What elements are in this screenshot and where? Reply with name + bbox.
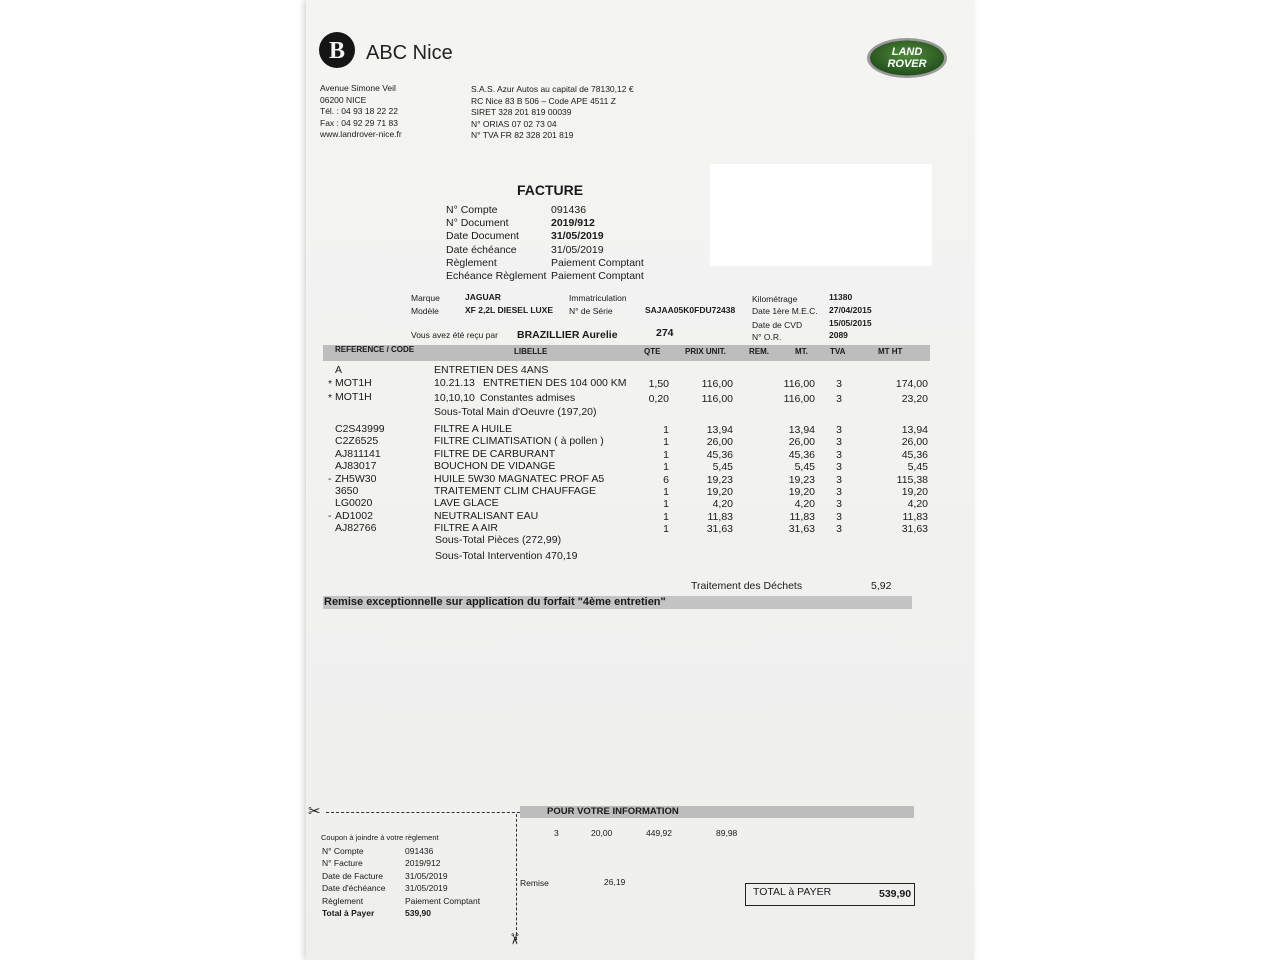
row-ref: C2Z6525	[335, 435, 379, 448]
row-tva: 3	[836, 393, 842, 405]
row-tva: 3	[836, 473, 842, 486]
field-label: N° Compte	[446, 204, 498, 216]
row-qte: 1	[663, 486, 669, 498]
th-ref: REFERENCE / CODE	[335, 345, 415, 354]
row-code: 10,10,10	[434, 392, 475, 404]
svg-text:LAND: LAND	[891, 46, 923, 58]
invoice-title: FACTURE	[517, 182, 584, 198]
remark-text: Remise exceptionnelle sur application du forfait "4ème entretien"	[324, 596, 666, 608]
row-mtht: 31,63	[901, 523, 928, 536]
row-pu: 11,83	[707, 510, 733, 523]
row-pu: 19,23	[706, 473, 733, 486]
field-label: Règlement	[446, 256, 497, 269]
coupon-value: 091436	[405, 846, 434, 856]
total-value: 539,90	[879, 888, 912, 900]
row-ref: 3650	[335, 485, 359, 497]
row-tva: 3	[836, 448, 842, 461]
section-ref: A	[335, 364, 343, 376]
row-tva: 3	[836, 436, 842, 449]
row-ref: AJ83017	[335, 460, 377, 473]
row-qte: 1	[663, 436, 669, 449]
row-ref: LG0020	[335, 497, 373, 510]
website-line: www.landrover-nice.fr	[320, 129, 402, 140]
th-tva: TVA	[830, 347, 846, 356]
coupon-label: Règlement	[322, 895, 364, 906]
row-mt: 19,23	[788, 473, 815, 486]
labor-subtotal: Sous-Total Main d'Oeuvre (197,20)	[434, 406, 597, 418]
row-tva: 3	[836, 523, 842, 536]
row-mtht: 19,20	[901, 486, 928, 498]
mec-label: Date 1ère M.E.C.	[752, 306, 818, 316]
km-label: Kilométrage	[752, 294, 798, 304]
field-label: N° Document	[446, 217, 509, 230]
row-qte: 1,50	[648, 378, 669, 390]
row-mt: 11,83	[789, 510, 815, 523]
coupon-value: Paiement Comptant	[405, 895, 481, 906]
info-title: POUR VOTRE INFORMATION	[547, 806, 679, 817]
address-line: 06200 NICE	[320, 94, 367, 105]
modele-label: Modèle	[411, 306, 439, 316]
row-qte: 1	[663, 461, 669, 474]
cvd-label: Date de CVD	[752, 320, 803, 330]
th-mtht: MT HT	[878, 347, 903, 356]
svg-text:B: B	[328, 38, 346, 64]
tva-base: 449,92	[646, 828, 672, 838]
row-pu: 31,63	[706, 523, 733, 536]
svg-text:ROVER: ROVER	[887, 58, 927, 70]
recu-code: 274	[656, 327, 674, 339]
or-value: 2089	[829, 330, 848, 340]
company-line: RC Nice 83 B 506 – Code APE 4511 Z	[471, 95, 616, 106]
row-pu: 13,94	[706, 424, 733, 436]
row-ref: AD1002	[335, 509, 373, 522]
row-mt: 116,00	[783, 378, 815, 390]
row-lib: NEUTRALISANT EAU	[434, 509, 539, 522]
total-label: TOTAL à PAYER	[753, 886, 832, 898]
row-tva: 3	[836, 486, 842, 498]
document-date: 31/05/2019	[551, 230, 604, 243]
row-pu: 26,00	[706, 436, 733, 449]
or-label: N° O.R.	[752, 332, 782, 342]
row-qte: 6	[663, 473, 669, 486]
mec-value: 27/04/2015	[829, 305, 872, 315]
field-label: Echéance Règlement	[446, 270, 547, 283]
row-mark: -	[328, 509, 332, 522]
coupon-label: N° Compte	[322, 846, 364, 856]
coupon-label: Date de Facture	[322, 870, 383, 881]
row-ref: AJ82766	[335, 522, 377, 535]
row-mt: 116,00	[783, 393, 815, 405]
row-tva: 3	[836, 424, 842, 436]
document-number: 2019/912	[551, 217, 595, 230]
section-label: ENTRETIEN DES 4ANS	[434, 364, 549, 376]
row-lib: LAVE GLACE	[434, 497, 499, 510]
row-lib: BOUCHON DE VIDANGE	[434, 460, 556, 473]
coupon-value: 31/05/2019	[405, 870, 448, 881]
dealer-name: ABC Nice	[366, 42, 453, 64]
row-ref: MOT1H	[335, 391, 372, 403]
waste-value: 5,92	[871, 580, 892, 592]
remise-value: 26,19	[604, 877, 626, 887]
serie-label: N° de Série	[569, 306, 613, 316]
row-mt: 19,20	[788, 486, 815, 498]
row-lib: FILTRE A AIR	[434, 522, 498, 535]
row-mt: 26,00	[788, 436, 815, 449]
row-pu: 19,20	[706, 486, 733, 498]
phone-line: Tél. : 04 93 18 22 22	[320, 106, 398, 117]
tva-amount: 89,98	[716, 828, 738, 838]
field-label: Date échéance	[446, 243, 517, 256]
row-qte: 1	[663, 510, 669, 523]
row-mt: 5,45	[794, 461, 815, 474]
row-mtht: 45,36	[901, 448, 928, 461]
row-label: ENTRETIEN DES 104 000 KM	[483, 377, 627, 389]
row-mt: 4,20	[794, 498, 815, 511]
redacted-address-box	[710, 164, 932, 266]
row-lib: FILTRE DE CARBURANT	[434, 447, 556, 460]
row-qte: 1	[663, 424, 669, 436]
field-label: Date Document	[446, 230, 519, 243]
row-tva: 3	[836, 498, 842, 511]
row-lib: FILTRE A HUILE	[434, 423, 512, 435]
coupon-label: Total à Payer	[322, 908, 375, 919]
company-line: SIRET 328 201 819 00039	[471, 107, 572, 118]
remise-label: Remise	[520, 878, 549, 888]
parts-subtotal: Sous-Total Pièces (272,99)	[435, 534, 562, 546]
waste-label: Traitement des Déchets	[691, 580, 803, 592]
modele-value: XF 2,2L DIESEL LUXE	[465, 305, 554, 315]
th-mt: MT.	[795, 347, 808, 356]
cut-line-horizontal	[326, 812, 540, 813]
coupon-value: 31/05/2019	[405, 883, 448, 894]
coupon-labels	[322, 845, 386, 919]
row-tva: 3	[836, 461, 842, 474]
row-qte: 0,20	[648, 393, 669, 405]
scissors-icon: ✂	[308, 803, 321, 820]
row-ref: C2S43999	[335, 423, 385, 435]
row-pu: 5,45	[712, 461, 733, 474]
payment-due: Paiement Comptant	[551, 270, 644, 283]
row-mark: -	[328, 472, 332, 485]
row-qte: 1	[663, 523, 669, 536]
row-qte: 1	[663, 498, 669, 511]
row-code: 10.21.13	[434, 377, 475, 389]
marque-value: JAGUAR	[465, 292, 501, 302]
row-mt: 45,36	[788, 448, 815, 461]
coupon-title: Coupon à joindre à votre règlement	[321, 833, 439, 842]
row-label: Constantes admises	[480, 392, 576, 404]
marque-label: Marque	[411, 293, 440, 303]
row-lib: FILTRE CLIMATISATION ( à pollen )	[434, 435, 604, 448]
coupon-label: Date d'échéance	[322, 883, 386, 894]
intervention-subtotal: Sous-Total Intervention 470,19	[435, 550, 578, 562]
company-info	[471, 84, 634, 142]
tva-code: 3	[554, 828, 559, 838]
scissors-icon: ✂	[505, 932, 523, 946]
row-mtht: 174,00	[895, 378, 928, 390]
th-qte: QTE	[644, 347, 661, 356]
km-value: 11380	[829, 292, 853, 302]
row-pu: 116,00	[701, 378, 733, 390]
row-pu: 45,36	[706, 448, 733, 461]
row-ref: ZH5W30	[335, 472, 377, 485]
th-pu: PRIX UNIT.	[685, 347, 726, 356]
row-tva: 3	[836, 378, 842, 390]
row-mtht: 23,20	[901, 393, 928, 405]
row-mtht: 11,83	[902, 510, 928, 523]
company-line: N° TVA FR 82 328 201 819	[471, 130, 574, 141]
immat-label: Immatriculation	[569, 293, 627, 303]
due-date: 31/05/2019	[551, 243, 604, 256]
invoice-fields	[446, 204, 546, 283]
cvd-value: 15/05/2015	[829, 318, 872, 328]
cut-line-vertical	[516, 814, 517, 940]
land-rover-logo-icon	[866, 37, 948, 79]
row-mark: *	[328, 392, 333, 404]
row-mark: *	[328, 378, 333, 390]
tva-rate: 20,00	[591, 828, 613, 838]
row-mtht: 13,94	[901, 424, 928, 436]
recu-label: Vous avez été reçu par	[411, 330, 498, 340]
address-line: Avenue Simone Veil	[320, 83, 396, 93]
th-rem: REM.	[749, 347, 769, 356]
fax-line: Fax : 04 92 29 71 83	[320, 117, 398, 128]
coupon-label: N° Facture	[322, 858, 363, 869]
row-lib: HUILE 5W30 MAGNATEC PROF A5	[434, 472, 605, 485]
account-number: 091436	[551, 204, 587, 216]
serie-value: SAJAA05K0FDU72438	[645, 305, 736, 315]
row-qte: 1	[663, 448, 669, 461]
th-lib: LIBELLE	[514, 347, 548, 356]
company-line: N° ORIAS 07 02 73 04	[471, 118, 557, 129]
row-mtht: 5,45	[907, 461, 928, 474]
row-lib: TRAITEMENT CLIM CHAUFFAGE	[434, 485, 596, 497]
abc-logo-icon	[318, 31, 356, 69]
row-pu: 116,00	[701, 393, 733, 405]
dealer-address	[320, 83, 402, 141]
row-ref: AJ811141	[335, 447, 381, 460]
row-ref: MOT1H	[335, 377, 372, 389]
payment-method: Paiement Comptant	[551, 256, 644, 269]
coupon-value: 2019/912	[405, 858, 441, 869]
row-mtht: 115,38	[896, 473, 928, 486]
row-mtht: 26,00	[901, 436, 928, 449]
row-mt: 31,63	[788, 523, 815, 536]
recu-name: BRAZILLIER Aurelie	[517, 329, 618, 341]
company-line: S.A.S. Azur Autos au capital de 78130,12 €	[471, 84, 634, 94]
row-pu: 4,20	[712, 498, 733, 511]
row-mt: 13,94	[788, 424, 815, 436]
invoice-values	[551, 204, 644, 283]
coupon-values	[405, 845, 480, 919]
row-tva: 3	[836, 510, 842, 523]
coupon-value: 539,90	[405, 908, 431, 919]
row-mtht: 4,20	[907, 498, 928, 511]
